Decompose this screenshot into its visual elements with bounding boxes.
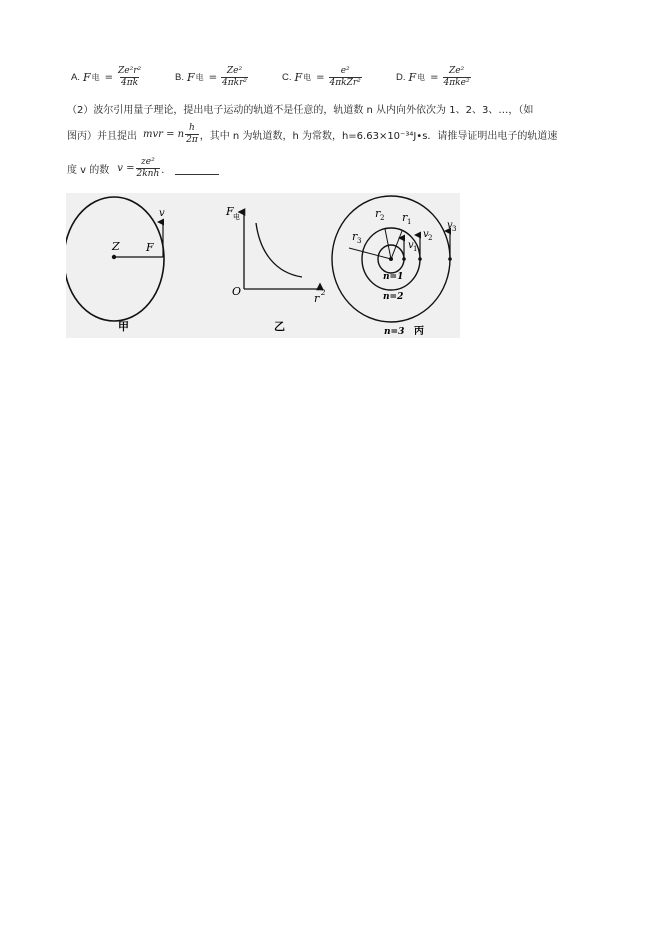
force-label: F [146, 241, 154, 254]
orbit-circle [66, 197, 164, 321]
option-c-fraction: $\frac{\text{e²}}{\text{4πkZr²}}$ [329, 66, 361, 88]
force-symbol: F [82, 71, 91, 84]
question-line-3 [67, 158, 219, 179]
velocity-formula-fraction: $\frac{\text{ze²}}{\text{2knh}}$ [136, 157, 160, 179]
option-d: D. F 电 = $\frac{\text{Ze²}}{\text{4πke²}}$ [396, 66, 470, 88]
r1-label: r [402, 211, 408, 224]
r2-label: r [375, 207, 381, 220]
x-axis-superscript: 2 [321, 289, 326, 297]
v1-subscript: 1 [413, 245, 418, 253]
option-letter: D. [396, 72, 406, 83]
option-b-fraction: $\frac{\text{Ze²}}{\text{4πkr²}}$ [222, 66, 248, 88]
option-b: B. F 电 = $\frac{\text{Ze²}}{\text{4πkr²}}$ [175, 66, 248, 88]
caption-bing: 丙 [414, 326, 424, 337]
center-label: Z [112, 240, 120, 253]
force-symbol: F [294, 71, 303, 84]
velocity-formula-lhs: v = [117, 163, 135, 174]
y-axis-subscript: 电 [233, 213, 240, 221]
option-letter: A. [71, 72, 80, 83]
quantization-formula-fraction: $\frac{h}{2\pi}$ [186, 123, 198, 145]
v3-label: v [447, 220, 453, 231]
figure-panel [66, 193, 460, 338]
question-text: 图丙）并且提出 [67, 131, 137, 142]
orbit-n3-label: n=3 [384, 327, 405, 337]
r2-subscript: 2 [380, 214, 385, 222]
answer-blank[interactable] [175, 173, 219, 175]
v2-subscript: 2 [428, 234, 433, 242]
force-subscript: 电 [303, 73, 312, 82]
force-symbol: F [186, 71, 195, 84]
force-subscript: 电 [195, 73, 204, 82]
quantization-formula-lhs: mvr = n [143, 129, 185, 140]
option-letter: C. [282, 72, 292, 83]
v1-label: v [408, 240, 414, 251]
option-d-fraction: $\frac{\text{Ze²}}{\text{4πke²}}$ [443, 66, 470, 88]
force-subscript: 电 [91, 73, 100, 82]
question-text: 度 v 的数 [67, 165, 110, 176]
caption-yi: 乙 [274, 320, 285, 333]
figure-bing [332, 196, 456, 337]
option-a: A. F 电 = $\frac{\text{Ze²r²}}{4\pi k}$ [71, 66, 142, 88]
question-line-2 [67, 124, 557, 145]
r3-subscript: 3 [357, 237, 362, 245]
x-axis-label: r [314, 292, 320, 305]
velocity-label: v [159, 208, 165, 219]
v2-label: v [423, 229, 429, 240]
question-line-1 [67, 101, 533, 116]
force-symbol: F [408, 71, 417, 84]
option-letter: B. [175, 72, 184, 83]
r3-label: r [352, 230, 358, 243]
question-text: （2）波尔引用量子理论，提出电子运动的轨道不是任意的，轨道数 n 从内向外依次为 1、2、3、…，（如 [67, 105, 534, 116]
option-c: C. F 电 = $\frac{\text{e²}}{\text{4πkZr²}}$ [282, 66, 361, 88]
radius-r3 [349, 248, 391, 259]
radius-r2 [385, 229, 391, 259]
orbit-n1-label: n=1 [383, 272, 404, 282]
origin-label: O [232, 285, 242, 298]
figure-jia [66, 197, 165, 333]
orbit-n2-label: n=2 [383, 292, 404, 302]
figure-yi [225, 205, 326, 333]
v3-subscript: 3 [452, 225, 457, 233]
force-subscript: 电 [417, 73, 426, 82]
question-text: ． [161, 165, 172, 176]
y-axis-label: F [226, 205, 234, 218]
inverse-curve [256, 223, 302, 277]
question-text: ，其中 n 为轨道数，h 为常数，h=6.63×10⁻³⁴J•s．请推导证明出电子的轨道速 [199, 131, 558, 142]
option-a-fraction: $\frac{\text{Ze²r²}}{4\pi k}$ [118, 66, 142, 88]
caption-jia: 甲 [118, 320, 129, 333]
r1-subscript: 1 [407, 218, 412, 226]
